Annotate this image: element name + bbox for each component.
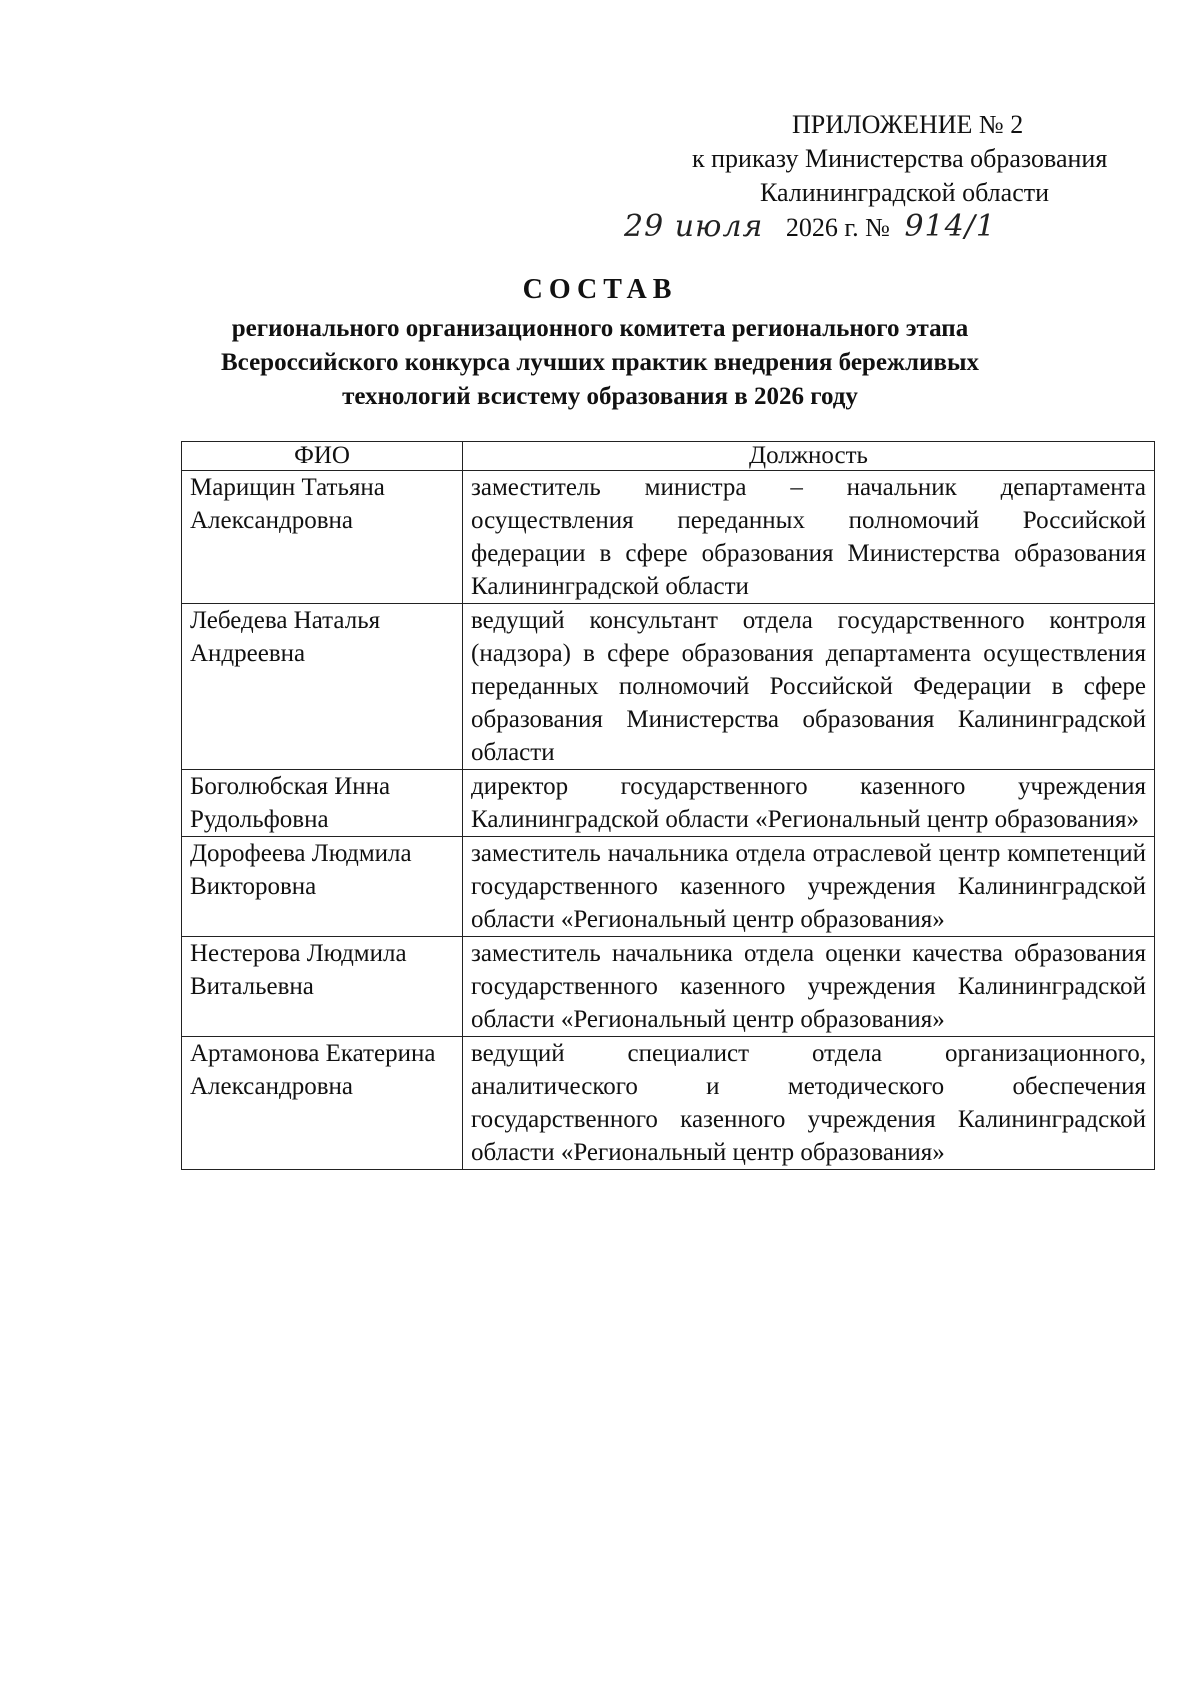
document-title [150,272,1050,414]
member-name: Лебедева Наталья Андреевна [182,604,463,770]
member-name: Дорофеева Людмила Викторовна [182,837,463,937]
table-row [182,471,1155,604]
order-year: 2026 г. № [785,213,890,242]
member-position: заместитель начальника отдела отраслевой центр компетенций государственного казенного учреждения Калининградской области «Региональный центр образования» [463,837,1155,937]
handwritten-order-number: 914/1 [904,209,996,244]
table-row [182,1037,1155,1170]
member-name: Артамонова Екатерина Александровна [182,1037,463,1170]
column-header-name: ФИО [182,442,463,471]
appendix-number: ПРИЛОЖЕНИЕ № 2 [792,110,1024,139]
member-position: ведущий консультант отдела государственного контроля (надзора) в сфере образования департамента осуществления переданных полномочий Российской Федерации в сфере образования Министерства образования Калининградской области [463,604,1155,770]
member-name: Нестерова Людмила Витальевна [182,937,463,1037]
order-date-line [624,209,1140,245]
member-position: заместитель начальника отдела оценки качества образования государственного казенного учреждения Калининградской области «Региональный центр образования» [463,937,1155,1037]
member-position: ведущий специалист отдела организационного, аналитического и методического обеспечения государственного казенного учреждения Калининградской области «Региональный центр образования» [463,1037,1155,1170]
title-main: СОСТАВ [522,274,678,305]
title-line-2: Всероссийского конкурса лучших практик внедрения бережливых [221,349,979,376]
member-position: заместитель министра – начальник департамента осуществления переданных полномочий Российской федерации в сфере образования Министерства образования Калининградской области [463,471,1155,604]
table-header-row [182,442,1155,471]
handwritten-date: 29 июля [624,209,764,244]
title-subtitle [150,312,1050,414]
order-reference: к приказу Министерства образования [692,144,1108,173]
title-line-1: регионального организационного комитета регионального этапа [231,315,969,342]
table-row [182,937,1155,1037]
member-name: Боголюбская Инна Рудольфовна [182,770,463,837]
region-name: Калининградской области [760,178,1050,207]
table-row [182,837,1155,937]
title-line-3: технологий всистему образования в 2026 году [342,383,858,410]
column-header-position: Должность [463,442,1155,471]
member-name: Марищин Татьяна Александровна [182,471,463,604]
appendix-header [624,108,1140,245]
table-row [182,604,1155,770]
table-row [182,770,1155,837]
member-position: директор государственного казенного учреждения Калининградской области «Региональный центр образования» [463,770,1155,837]
committee-members-table [181,441,1155,1170]
